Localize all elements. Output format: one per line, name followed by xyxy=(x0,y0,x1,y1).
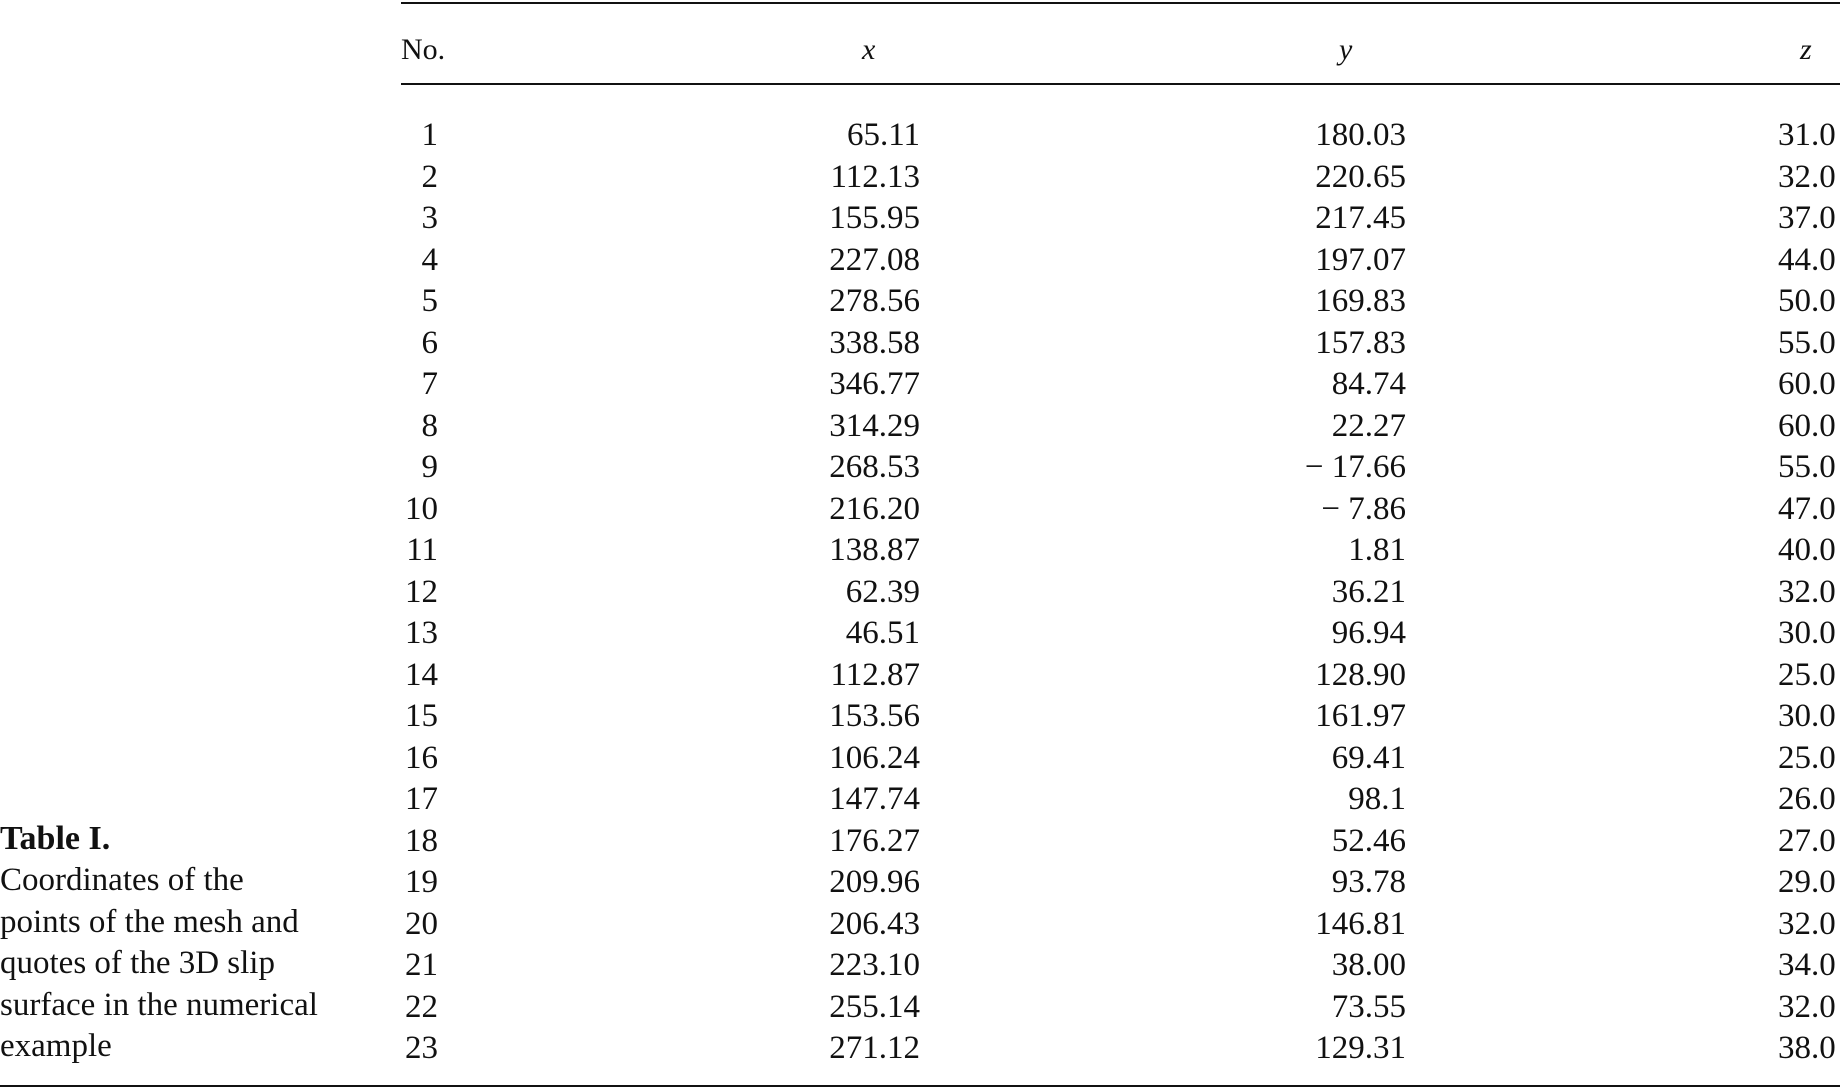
cell-x: 106.24 xyxy=(829,739,920,776)
cell-x: 65.11 xyxy=(846,117,920,153)
cell-z: 38.0 xyxy=(1778,1030,1836,1066)
cell-y: 197.07 xyxy=(1315,241,1406,278)
cell-z: 32.0 xyxy=(1778,573,1836,610)
cell-no: 2 xyxy=(421,158,438,195)
cell-no: 16 xyxy=(405,739,438,776)
table-row xyxy=(0,489,1840,531)
cell-no: 15 xyxy=(405,698,438,734)
cell-x: 62.39 xyxy=(845,573,920,610)
cell-z: 27.0 xyxy=(1778,822,1836,859)
cell-z: 25.0 xyxy=(1778,656,1836,693)
cell-y: 157.83 xyxy=(1315,324,1406,361)
caption-text: Coordinates of the points of the mesh and quotes of the 3D slip surface in the numerical example xyxy=(0,862,318,1064)
table-top-rule xyxy=(401,2,1840,4)
cell-x: 155.95 xyxy=(829,200,920,236)
table-row xyxy=(0,613,1840,655)
cell-x: 314.29 xyxy=(829,407,920,444)
cell-y: 22.27 xyxy=(1331,407,1406,444)
cell-no: 11 xyxy=(406,532,438,568)
cell-z: 25.0 xyxy=(1778,739,1836,776)
cell-y: 36.21 xyxy=(1331,573,1406,610)
table-row xyxy=(0,738,1840,780)
cell-y: − 17.66 xyxy=(1304,449,1406,485)
cell-y: 52.46 xyxy=(1331,822,1406,859)
cell-z: 26.0 xyxy=(1778,781,1836,817)
cell-z: 34.0 xyxy=(1778,947,1836,983)
cell-x: 112.87 xyxy=(830,656,920,693)
cell-z: 55.0 xyxy=(1778,449,1836,485)
table-caption xyxy=(0,818,380,1068)
cell-no: 7 xyxy=(421,366,438,402)
cell-y: 220.65 xyxy=(1315,158,1406,195)
cell-y: 96.94 xyxy=(1331,615,1406,651)
cell-no: 21 xyxy=(405,947,438,983)
column-header-x: x xyxy=(862,33,876,66)
cell-x: 223.10 xyxy=(829,947,920,983)
table-row xyxy=(0,240,1840,282)
cell-z: 60.0 xyxy=(1778,407,1836,444)
cell-x: 147.74 xyxy=(829,781,920,817)
cell-no: 3 xyxy=(421,200,438,236)
cell-x: 206.43 xyxy=(829,905,920,942)
cell-y: 93.78 xyxy=(1331,864,1406,900)
cell-z: 55.0 xyxy=(1778,324,1836,361)
table-row xyxy=(0,198,1840,240)
table-row xyxy=(0,157,1840,199)
column-header-no: No. xyxy=(401,33,446,66)
cell-no: 6 xyxy=(421,324,438,361)
table-row xyxy=(0,364,1840,406)
cell-y: − 7.86 xyxy=(1321,490,1406,527)
table-row xyxy=(0,115,1840,157)
cell-no: 18 xyxy=(405,822,438,859)
cell-z: 30.0 xyxy=(1778,698,1836,734)
cell-x: 346.77 xyxy=(829,366,920,402)
cell-x: 268.53 xyxy=(829,449,920,485)
table-header-rule xyxy=(401,83,1840,85)
cell-y: 217.45 xyxy=(1315,200,1406,236)
cell-z: 30.0 xyxy=(1778,615,1836,651)
cell-y: 84.74 xyxy=(1331,366,1406,402)
cell-y: 180.03 xyxy=(1315,117,1406,153)
cell-no: 14 xyxy=(405,656,438,693)
cell-z: 37.0 xyxy=(1778,200,1836,236)
cell-no: 23 xyxy=(405,1030,438,1066)
cell-x: 209.96 xyxy=(829,864,920,900)
cell-no: 13 xyxy=(405,615,438,651)
table-row xyxy=(0,281,1840,323)
table-bottom-rule xyxy=(0,1085,1840,1087)
cell-x: 255.14 xyxy=(829,988,920,1025)
cell-y: 129.31 xyxy=(1315,1030,1406,1066)
cell-x: 112.13 xyxy=(830,158,920,195)
table-row xyxy=(0,323,1840,365)
cell-z: 32.0 xyxy=(1778,158,1836,195)
cell-x: 271.12 xyxy=(829,1030,920,1066)
cell-x: 46.51 xyxy=(845,615,920,651)
column-header-z: z xyxy=(1800,33,1812,66)
cell-z: 32.0 xyxy=(1778,988,1836,1025)
cell-z: 29.0 xyxy=(1778,864,1836,900)
table-row xyxy=(0,530,1840,572)
cell-x: 227.08 xyxy=(829,241,920,278)
cell-x: 153.56 xyxy=(829,698,920,734)
cell-z: 50.0 xyxy=(1778,283,1836,319)
cell-no: 4 xyxy=(421,241,438,278)
cell-no: 20 xyxy=(405,905,438,942)
cell-y: 161.97 xyxy=(1315,698,1406,734)
cell-y: 146.81 xyxy=(1315,905,1406,942)
cell-no: 10 xyxy=(405,490,438,527)
cell-y: 38.00 xyxy=(1331,947,1406,983)
cell-z: 40.0 xyxy=(1778,532,1836,568)
cell-x: 176.27 xyxy=(829,822,920,859)
table-row xyxy=(0,779,1840,821)
caption-title: Table I. xyxy=(0,820,111,857)
cell-z: 47.0 xyxy=(1778,490,1836,527)
cell-x: 138.87 xyxy=(829,532,920,568)
table-row xyxy=(0,572,1840,614)
cell-y: 69.41 xyxy=(1331,739,1406,776)
cell-y: 1.81 xyxy=(1348,532,1406,568)
cell-z: 31.0 xyxy=(1778,117,1836,153)
table-row xyxy=(0,696,1840,738)
cell-z: 60.0 xyxy=(1778,366,1836,402)
cell-y: 73.55 xyxy=(1331,988,1406,1025)
cell-no: 22 xyxy=(405,988,438,1025)
cell-no: 19 xyxy=(405,864,438,900)
cell-x: 338.58 xyxy=(829,324,920,361)
cell-y: 98.1 xyxy=(1348,781,1406,817)
cell-no: 8 xyxy=(421,407,438,444)
cell-no: 12 xyxy=(405,573,438,610)
cell-x: 216.20 xyxy=(829,490,920,527)
table-row xyxy=(0,655,1840,697)
column-header-y: y xyxy=(1339,33,1353,66)
cell-no: 5 xyxy=(421,283,438,319)
cell-no: 9 xyxy=(421,449,438,485)
cell-x: 278.56 xyxy=(829,283,920,319)
cell-no: 1 xyxy=(421,117,438,153)
cell-y: 169.83 xyxy=(1315,283,1406,319)
cell-z: 44.0 xyxy=(1778,241,1836,278)
cell-z: 32.0 xyxy=(1778,905,1836,942)
cell-no: 17 xyxy=(405,781,438,817)
cell-y: 128.90 xyxy=(1315,656,1406,693)
table-row xyxy=(0,447,1840,489)
table-row xyxy=(0,406,1840,448)
